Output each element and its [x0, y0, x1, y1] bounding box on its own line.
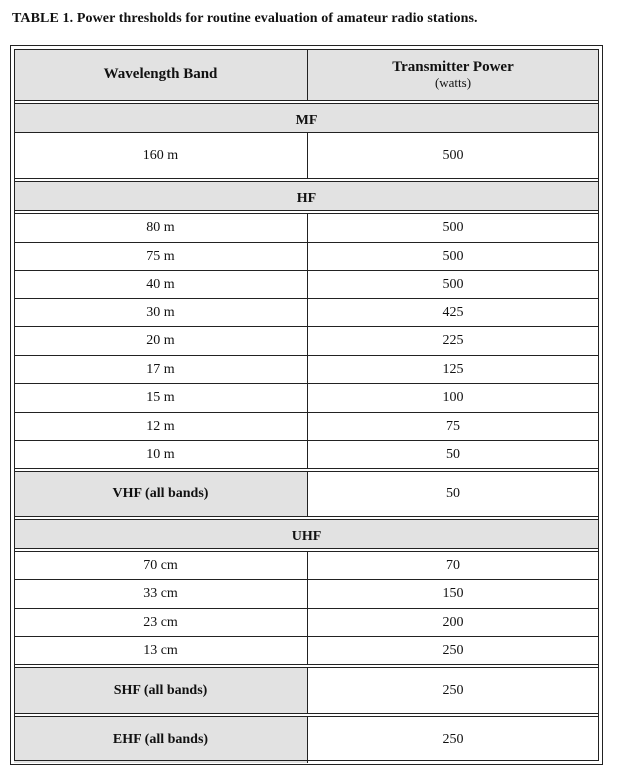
power-cell: 500	[442, 276, 464, 292]
power-cell: 125	[442, 361, 464, 377]
column-divider	[307, 271, 308, 298]
band-cell: 13 cm	[143, 642, 178, 658]
group-label-uhf: UHF	[291, 529, 322, 544]
band-cell: 17 m	[146, 361, 175, 377]
power-threshold-table	[10, 45, 603, 765]
table-row	[14, 327, 599, 355]
header-transmitter-power	[307, 49, 599, 100]
table-row	[14, 384, 599, 412]
column-divider	[307, 609, 308, 636]
group-row-hf	[14, 182, 599, 210]
column-divider	[307, 384, 308, 412]
table-row	[14, 552, 599, 579]
table-row	[14, 299, 599, 326]
column-divider	[307, 552, 308, 579]
column-divider	[307, 49, 308, 100]
band-cell: 40 m	[146, 276, 175, 292]
group-label-hf: HF	[296, 191, 317, 206]
power-cell: 500	[442, 248, 464, 264]
column-divider	[307, 441, 308, 468]
column-divider	[307, 580, 308, 608]
column-divider	[307, 243, 308, 270]
band-cell: VHF (all bands)	[112, 486, 209, 501]
band-cell: 70 cm	[143, 557, 178, 573]
table-row	[14, 413, 599, 440]
band-cell: 20 m	[146, 333, 175, 348]
band-cell: 80 m	[146, 220, 175, 235]
power-cell: 225	[442, 333, 464, 348]
band-cell: 33 cm	[143, 586, 178, 601]
power-cell: 150	[442, 586, 464, 601]
column-divider	[307, 637, 308, 664]
table-row-shf	[14, 668, 599, 713]
table-row	[14, 133, 599, 178]
power-cell: 100	[442, 390, 464, 405]
band-cell: 15 m	[146, 390, 175, 405]
power-cell: 250	[442, 682, 464, 698]
column-divider	[307, 214, 308, 242]
table-header-row	[14, 49, 599, 100]
table-row-vhf	[14, 472, 599, 516]
column-divider	[307, 668, 308, 713]
power-cell: 250	[442, 732, 464, 747]
group-label-mf: MF	[295, 113, 318, 128]
group-row-mf	[14, 104, 599, 132]
table-row	[14, 580, 599, 608]
band-cell: 12 m	[146, 418, 175, 434]
band-cell: EHF (all bands)	[112, 732, 209, 747]
header-power-unit: (watts)	[434, 74, 472, 90]
table-row	[14, 271, 599, 298]
column-divider	[307, 327, 308, 355]
band-cell: SHF (all bands)	[113, 682, 208, 698]
column-divider	[307, 356, 308, 383]
table-row-ehf	[14, 717, 599, 763]
power-cell: 250	[442, 642, 464, 658]
power-cell: 70	[446, 557, 460, 573]
table-row	[14, 441, 599, 468]
table-row	[14, 609, 599, 636]
power-cell: 425	[442, 304, 464, 320]
group-row-uhf	[14, 520, 599, 548]
table-row	[14, 637, 599, 664]
header-wavelength-band: Wavelength Band	[103, 66, 218, 82]
table-caption: TABLE 1. Power thresholds for routine evaluation of amateur radio stations.	[12, 11, 478, 26]
column-divider	[307, 413, 308, 440]
power-cell: 50	[446, 446, 460, 462]
table-row	[14, 214, 599, 242]
column-divider	[307, 717, 308, 763]
column-divider	[307, 472, 308, 516]
header-power-label: Transmitter Power	[392, 58, 514, 75]
band-cell: 75 m	[146, 248, 175, 264]
band-cell: 160 m	[142, 147, 179, 163]
table-row	[14, 356, 599, 383]
table-row	[14, 243, 599, 270]
band-cell: 23 cm	[143, 614, 178, 630]
power-cell: 200	[442, 614, 464, 630]
power-cell: 500	[442, 147, 464, 163]
power-cell: 500	[442, 220, 464, 235]
power-cell: 50	[446, 486, 460, 501]
column-divider	[307, 299, 308, 326]
band-cell: 10 m	[146, 446, 175, 462]
power-cell: 75	[446, 418, 460, 434]
column-divider	[307, 133, 308, 178]
band-cell: 30 m	[146, 304, 175, 320]
